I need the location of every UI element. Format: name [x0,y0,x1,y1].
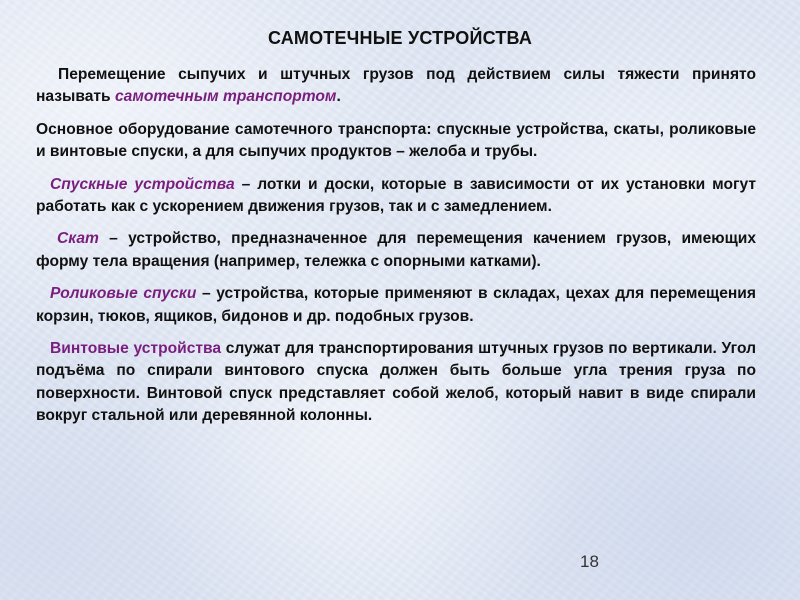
paragraph-text: . [336,88,341,106]
paragraph-text: – устройство, предназначенное для перемещения качением грузов, имеющих форму тела вращения (например, тележка с опорными катками). [36,230,756,270]
paragraph-text: Основное оборудование самотечного транспорта: спускные устройства, скаты, роликовые и винтовые спуски, а для сыпучих продуктов – желоба и трубы. [36,120,756,161]
paragraph-text: служат для транспортирования штучных грузов по вертикали. Угол подъёма по спирали винтового спуска должен быть больше угла трения груза по поверхности. Винтовой спуск представляет собой желоб, который навит в виде спирали вокруг стальной или деревянной колонны. [36,340,756,425]
page-number: 18 [580,552,599,571]
term-gravity-transport: самотечным транспортом [114,88,337,106]
slide-body [36,64,756,428]
paragraph-roller-chutes [36,283,756,328]
term-roller-chutes: Роликовые спуски [50,285,197,303]
paragraph-text: Перемещение сыпучих и штучных грузов под действием силы тяжести принято называть [36,66,756,106]
paragraph-descent-devices [36,174,756,219]
term-descent-devices: Спускные устройства [50,175,235,193]
paragraph-text: – лотки и доски, которые в зависимости от их установки могут работать как с ускорением движения грузов, так и с замедлением. [36,175,756,216]
slide-title: САМОТЕЧНЫЕ УСТРОЙСТВА [267,28,533,48]
term-spiral-devices: Винтовые устройства [50,340,222,358]
term-ramp: Скат [57,230,99,248]
paragraph-equipment [36,119,756,164]
paragraph-text: – устройства, которые применяют в складах, цехах для перемещения корзин, тюков, ящиков, бидонов и др. подобных грузов. [36,285,756,325]
paragraph-definition [36,64,756,109]
paragraph-spiral-devices [36,338,756,428]
paragraph-ramp [36,228,756,273]
